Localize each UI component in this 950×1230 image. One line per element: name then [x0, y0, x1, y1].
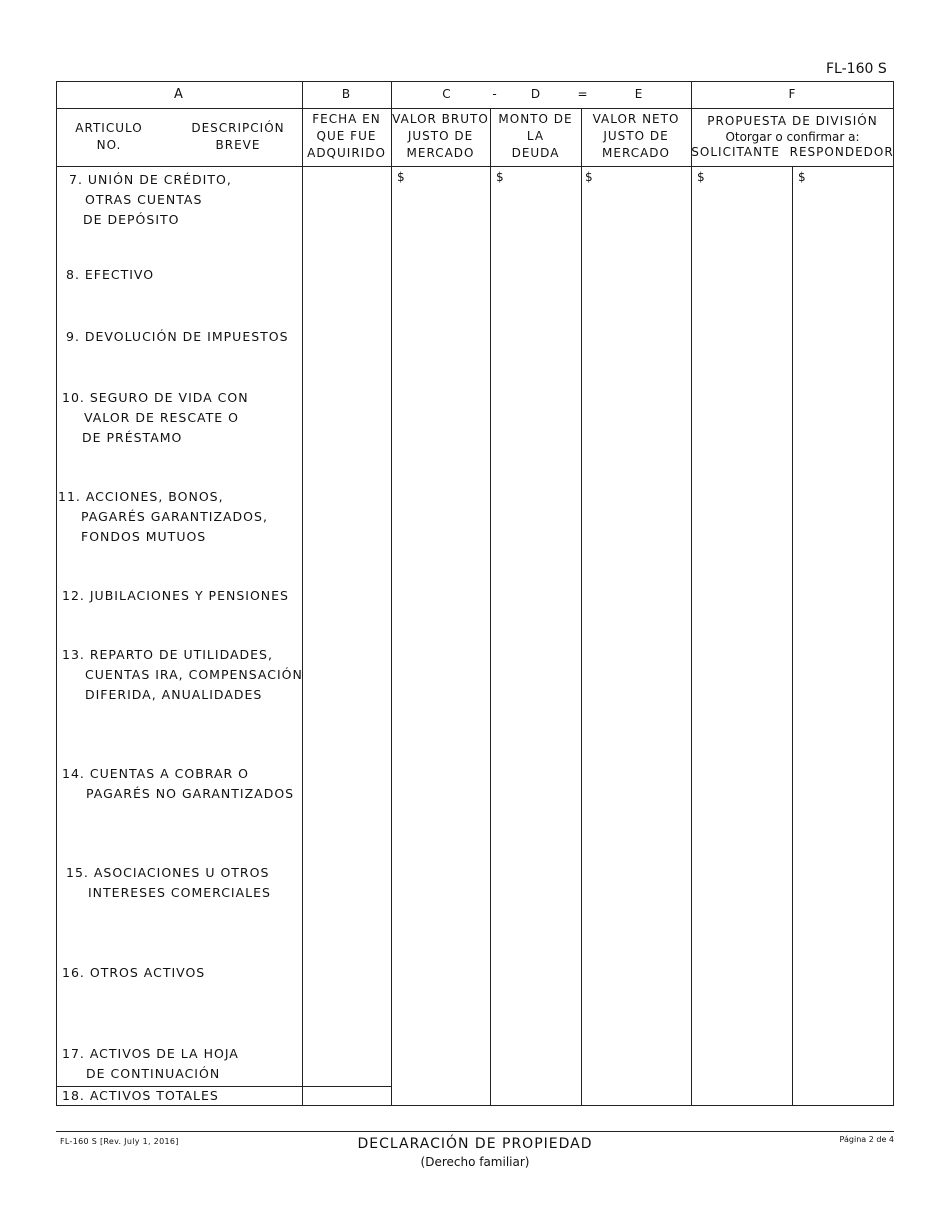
item-15: 15. ASOCIACIONES U OTROS INTERESES COMERCIALES	[66, 865, 271, 900]
item-12: 12. JUBILACIONES Y PENSIONES	[62, 588, 289, 603]
page-number: Página 2 de 4	[839, 1135, 894, 1144]
dollar-sign-d: $	[496, 170, 504, 184]
dollar-sign-e: $	[585, 170, 593, 184]
item-13: 13. REPARTO DE UTILIDADES, CUENTAS IRA, COMPENSACIÓN DIFERIDA, ANUALIDADES	[62, 647, 303, 702]
col-a-divider	[302, 81, 303, 1106]
descripcion-header: DESCRIPCIÓN BREVE	[191, 121, 285, 152]
valor-bruto-header: VALOR BRUTO JUSTO DE MERCADO	[392, 112, 489, 160]
dollar-sign-solicitante: $	[697, 170, 705, 184]
col-header-d: D	[530, 87, 542, 101]
col-header-minus: -	[492, 87, 498, 101]
footer-revision: FL-160 S [Rev. July 1, 2016]	[60, 1137, 179, 1146]
col-c-divider	[490, 108, 491, 1106]
footer-divider	[56, 1131, 894, 1132]
item-10: 10. SEGURO DE VIDA CON VALOR DE RESCATE O DE PRÉSTAMO	[62, 390, 249, 445]
item-8: 8. EFECTIVO	[66, 267, 155, 282]
fecha-header: FECHA EN QUE FUE ADQUIRIDO	[307, 112, 386, 160]
monto-deuda-header: MONTO DE LA DEUDA	[498, 112, 573, 160]
header-rule	[56, 108, 894, 109]
col-header-b: B	[341, 87, 352, 101]
item-11: 11. ACCIONES, BONOS, PAGARÉS GARANTIZADOS, FONDOS MUTUOS	[58, 489, 268, 544]
dollar-sign-respondedor: $	[798, 170, 806, 184]
valor-neto-header: VALOR NETO JUSTO DE MERCADO	[592, 112, 680, 160]
col-header-equals: =	[577, 87, 589, 101]
footer-subtitle: (Derecho familiar)	[420, 1155, 530, 1169]
item-18-total: 18. ACTIVOS TOTALES	[62, 1088, 219, 1103]
item-16: 16. OTROS ACTIVOS	[62, 965, 206, 980]
item-17: 17. ACTIVOS DE LA HOJA DE CONTINUACIÓN	[62, 1046, 239, 1081]
col-f-divider	[792, 166, 793, 1106]
item-9: 9. DEVOLUCIÓN DE IMPUESTOS	[66, 329, 289, 344]
footer-title: DECLARACIÓN DE PROPIEDAD	[357, 1136, 593, 1152]
dollar-sign-c: $	[397, 170, 405, 184]
col-e-divider	[691, 81, 692, 1106]
subheader-rule	[56, 166, 894, 167]
articulo-header: ARTICULO NO.	[75, 121, 143, 152]
col-header-c: C	[442, 87, 452, 101]
item-7: 7. UNIÓN DE CRÉDITO, OTRAS CUENTAS DE DEPÓSITO	[69, 172, 232, 227]
form-code: FL-160 S	[826, 61, 887, 77]
col-header-e: E	[634, 87, 644, 101]
col-header-f: F	[788, 87, 797, 101]
col-b-divider	[391, 81, 392, 1106]
item-14: 14. CUENTAS A COBRAR O PAGARÉS NO GARANTIZADOS	[62, 766, 295, 801]
col-header-a: A	[174, 87, 184, 102]
col-d-divider	[581, 108, 582, 1106]
propuesta-header: PROPUESTA DE DIVISIÓN Otorgar o confirmar a: SOLICITANTE RESPONDEDOR	[691, 114, 894, 159]
